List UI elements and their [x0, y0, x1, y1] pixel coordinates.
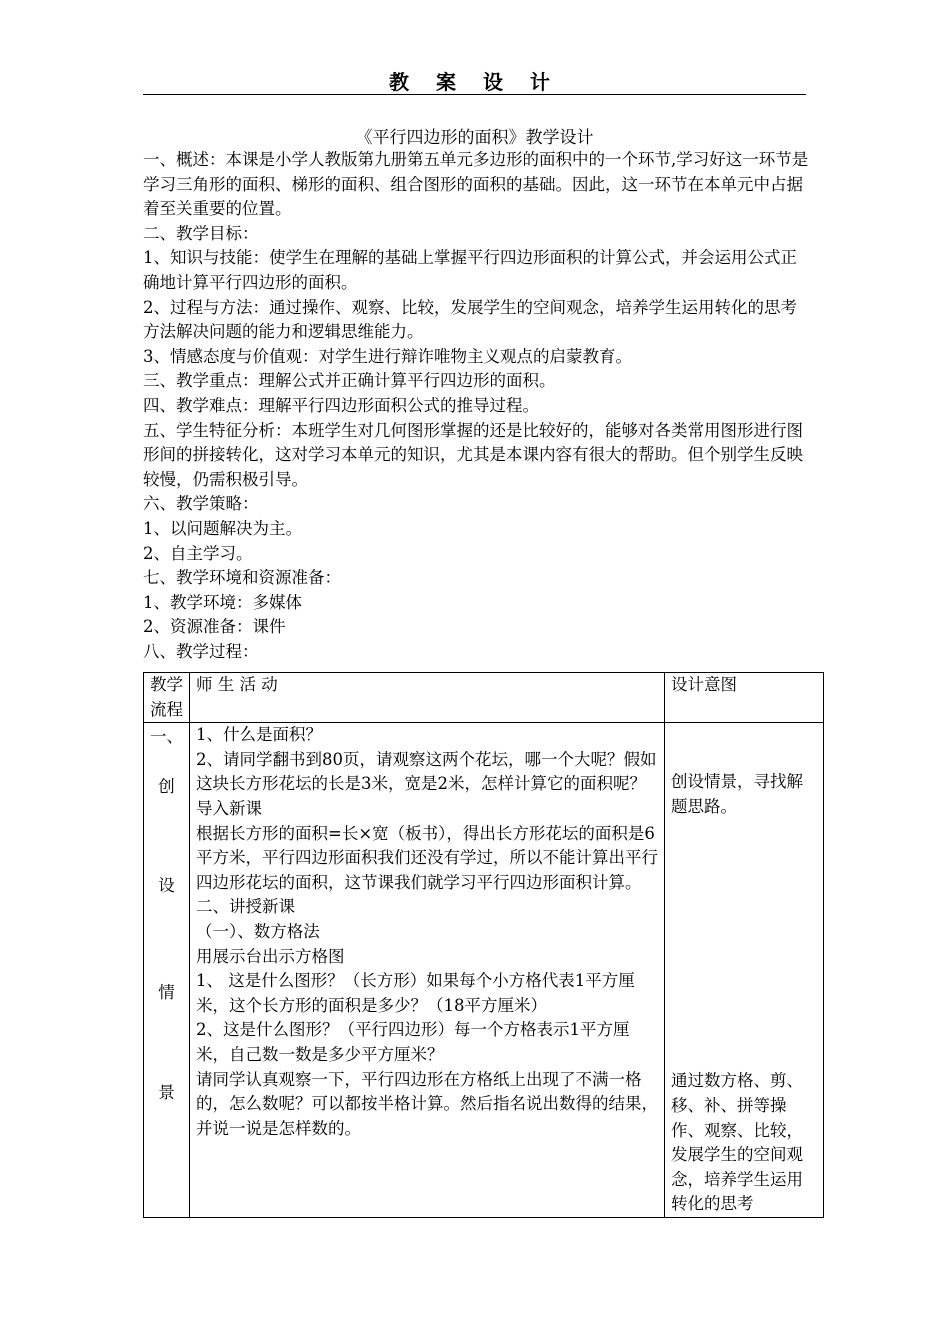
stage-char: 一、	[150, 727, 183, 747]
stage-char: 创	[158, 776, 175, 796]
intent-text-1: 创设情景，寻找解题思路。	[671, 772, 803, 816]
paragraph-goals-heading: 二、教学目标：	[143, 223, 259, 243]
activity-line: 2、请同学翻书到80页，请观察这两个花坛，哪一个大呢？假如这块长方形花坛的长是3米，宽是2米，怎样计算它的面积呢？	[196, 749, 657, 794]
paragraph-student-analysis: 五、学生特征分析：本班学生对几何图形掌握的还是比较好的，能够对各类常用图形进行图形间的拼接转化，这对学习本单元的知识，尤其是本课内容有很大的帮助。但个别学生反映较慢，仍需积极引导。	[143, 420, 803, 489]
intent-cell	[665, 723, 824, 1218]
stage-char: 设	[158, 876, 175, 896]
header-rule	[143, 94, 806, 95]
paragraph-key-point: 三、教学重点：理解公式并正确计算平行四边形的面积。	[143, 371, 556, 391]
header-activities: 师 生 活 动	[190, 673, 665, 723]
activity-line: 2、这是什么图形？（平行四边形）每一个方格表示1平方厘米，自己数一数是多少平方厘米？	[196, 1020, 630, 1064]
document-body	[143, 148, 813, 664]
table-header-row	[144, 673, 824, 723]
paragraph-overview: 一、概述：本课是小学人教版第九册第五单元多边形的面积中的一个环节,学习好这一环节是学习三角形的面积、梯形的面积、组合图形的面积的基础。因此，这一环节在本单元中占据着至关重要的位置。	[143, 150, 809, 219]
header-title: 教 案 设 计	[389, 70, 560, 94]
stage-cell	[144, 723, 190, 1218]
table-row	[144, 723, 824, 1218]
activity-line: 根据长方形的面积=长×宽（板书），得出长方形花坛的面积是6平方米，平行四边形面积我们还没有学过，所以不能计算出平行四边形花坛的面积，这节课我们就学习平行四边形面积计算。	[196, 823, 658, 892]
paragraph-environment-2: 2、资源准备：课件	[143, 617, 286, 637]
intent-text-2: 通过数方格、剪、移、补、拼等操作、观察、比较，发展学生的空间观念，培养学生运用转化的思考	[671, 1071, 803, 1214]
stage-char: 情	[158, 982, 175, 1002]
document-title: 《平行四边形的面积》教学设计	[355, 128, 594, 148]
activity-line: （一）、数方格法	[196, 921, 320, 941]
paragraph-environment-1: 1、教学环境：多媒体	[143, 592, 302, 612]
activity-line: 1、 这是什么图形？（长方形）如果每个小方格代表1平方厘米，这个长方形的面积是多少？（18平方厘米）	[196, 971, 635, 1015]
paragraph-strategy-heading: 六、教学策略：	[143, 494, 259, 514]
activity-line: 二、讲授新课	[196, 897, 295, 917]
activity-line: 导入新课	[196, 798, 262, 818]
paragraph-difficulty: 四、教学难点：理解平行四边形面积公式的推导过程。	[143, 395, 539, 415]
header-intent: 设计意图	[665, 673, 824, 723]
paragraph-goal-3: 3、情感态度与价值观：对学生进行辩诈唯物主义观点的启蒙教育。	[143, 346, 632, 366]
paragraph-goal-1: 1、知识与技能：使学生在理解的基础上掌握平行四边形面积的计算公式，并会运用公式正确地计算平行四边形的面积。	[143, 248, 797, 292]
paragraph-strategy-2: 2、自主学习。	[143, 543, 253, 563]
paragraph-strategy-1: 1、以问题解决为主。	[143, 518, 302, 538]
header-stage: 教学流程	[144, 673, 190, 723]
stage-char: 景	[158, 1082, 175, 1102]
activity-line: 1、什么是面积？	[196, 725, 322, 745]
paragraph-process-heading: 八、教学过程：	[143, 641, 259, 661]
activity-line: 请同学认真观察一下，平行四边形在方格纸上出现了不满一格的，怎么数呢？可以都按半格计算。然后指名说出数得的结果，并说一说是怎样数的。	[196, 1069, 658, 1138]
activities-cell	[190, 723, 665, 1218]
activity-line: 用展示台出示方格图	[196, 946, 345, 966]
teaching-process-table	[143, 672, 824, 1218]
paragraph-environment-heading: 七、教学环境和资源准备：	[143, 568, 341, 588]
paragraph-goal-2: 2、过程与方法：通过操作、观察、比较，发展学生的空间观念，培养学生运用转化的思考方法解决问题的能力和逻辑思维能力。	[143, 297, 797, 342]
